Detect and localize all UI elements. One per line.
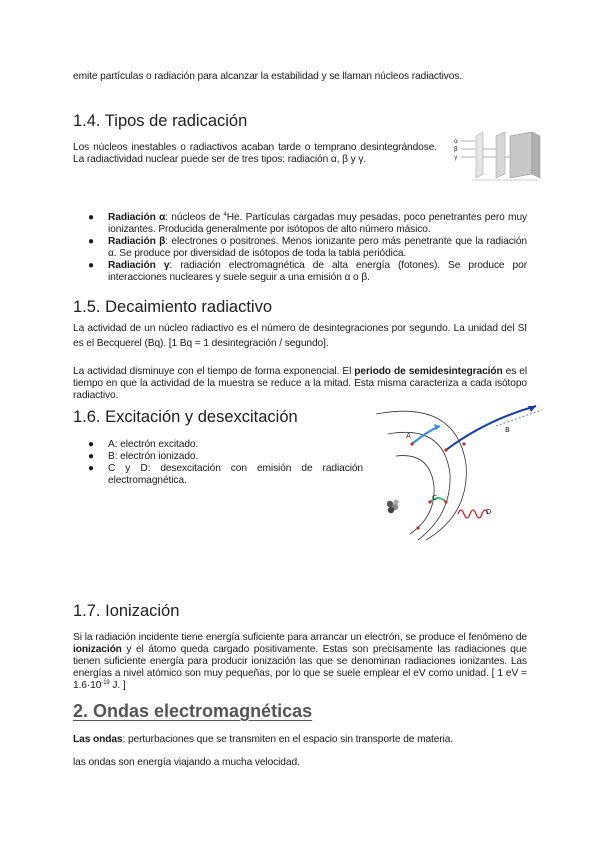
electron: [410, 442, 413, 445]
list-item: [88, 439, 363, 451]
bullet: ●: [88, 451, 94, 462]
section-1-5-paragraph-1: La actividad de un núcleo radiactivo es el número de desintegraciones por segundo. La unidad del SI es el Becquerel (Bq). [1 Bq = 1 desintegración / segundo].: [73, 323, 527, 349]
para-text-rest: y el átomo queda cargado positivamente. Estas son precisamente las radiaciones que tienen suficiente energía para producir ionización las que se denominan radiaciones ionizantes. Las energías a nivel atómico son muy pequeñas, por lo que se suele emplear el eV como unidad. [ 1 eV = 1.6·10: [73, 644, 527, 691]
para-text-rest: es el tiempo en que la actividad de la muestra se reduce a la mitad. Esta misma caracteriza a cada isótopo radiactivo.: [73, 366, 527, 401]
item-text: A: electrón excitado.: [108, 439, 199, 450]
list-item: [88, 463, 363, 487]
section-1-5-paragraph-2: [73, 366, 527, 402]
bullet: ●: [88, 439, 94, 450]
waves-definition: [73, 734, 527, 746]
list-item: [88, 260, 527, 284]
item-text: B: electrón ionizado.: [108, 451, 199, 462]
electron: [416, 526, 419, 529]
section-1-6-title: 1.6. Excitación y desexcitación: [73, 408, 298, 426]
radiation-types-list: [88, 212, 528, 284]
item-text: : radiación electromagnética de alta energía (fotones). Se produce por interacciones nucleares y suele seguir a una emisión α o β.: [108, 260, 527, 283]
list-item: [88, 236, 528, 260]
para-bold: ionización: [73, 644, 122, 655]
definition-text: : perturbaciones que se transmiten en el espacio sin transporte de materia.: [122, 734, 454, 745]
electron: [444, 500, 447, 503]
para-sup: -19: [101, 680, 110, 686]
waves-energy-line: las ondas son energía viajando a mucha velocidad.: [73, 757, 300, 768]
lead-block-side: [532, 132, 540, 178]
label-alpha: α: [454, 138, 458, 145]
item-text: C y D: desexcitación con emisión de radiación electromagnética.: [108, 463, 363, 486]
chapter-2-title: 2. Ondas electromagnéticas: [73, 701, 313, 721]
intro-line: emite partículas o radiación para alcanzar la estabilidad y se llaman núcleos radiactivos.: [73, 71, 463, 82]
atom-excitation-diagram: [366, 404, 544, 540]
photon-wave-d: [458, 510, 488, 518]
para-text: La actividad disminuye con el tiempo de forma exponencial. El: [73, 366, 355, 377]
electron: [462, 442, 465, 445]
list-item: [88, 451, 363, 463]
radiation-penetration-figure: [452, 130, 544, 184]
aluminium-sheet: [496, 132, 505, 178]
item-text: : núcleos de: [165, 212, 224, 223]
paper-sheet: [476, 132, 483, 178]
label-c: C: [432, 494, 437, 502]
electron-dots: [410, 442, 465, 529]
nucleus: [387, 499, 399, 513]
bullet: ●: [88, 260, 94, 271]
para-text-end: J. ]: [109, 680, 126, 691]
section-1-7-paragraph: [73, 632, 527, 692]
item-text: : electrones o positrones. Menos ionizante pero más penetrante que la radiación α. Se produce por diversidad de isótopos de toda la tabla periódica.: [108, 236, 528, 259]
orbit-middle: [388, 432, 450, 540]
electron: [444, 448, 447, 451]
para-bold: periodo de semidesintegración: [354, 366, 503, 377]
section-1-5-title: 1.5. Decaimiento radiactivo: [73, 298, 273, 316]
orbit-outer: [376, 411, 466, 540]
label-a: A: [406, 432, 411, 440]
para-text: Si la radiación incidente tiene energía suficiente para arrancar un electrón, se produce el fenómeno de: [73, 632, 527, 643]
definition-term: Las ondas: [73, 734, 123, 745]
item-bold: Radiación α: [108, 212, 166, 223]
electron-orbits: [376, 411, 466, 540]
excitation-list: [88, 439, 363, 487]
label-d: D: [486, 508, 492, 516]
bullet: ●: [88, 463, 94, 474]
item-sup: 4: [223, 212, 227, 218]
item-bold: Radiación γ: [108, 260, 170, 271]
penetration-labels: [454, 138, 458, 161]
section-1-4-paragraph: Los núcleos inestables o radiactivos acaban tarde o temprano desintegrándose. La radiactividad nuclear puede ser de tres tipos: radiación α, β y γ.: [73, 142, 437, 165]
bullet: ●: [88, 236, 94, 247]
arrow-b: [446, 406, 536, 450]
section-1-7-title: 1.7. Ionización: [73, 602, 180, 620]
item-text-rest: He. Partículas cargadas muy pesadas, poco penetrantes pero muy ionizantes. Producida generalmente por isótopos de alto número másico.: [108, 212, 527, 235]
label-gamma: γ: [454, 154, 458, 161]
section-1-4-title: 1.4. Tipos de radicación: [73, 112, 248, 130]
label-beta: β: [454, 146, 458, 153]
orbit-inner: [396, 456, 434, 534]
lead-block: [510, 132, 532, 178]
list-item: [88, 212, 527, 236]
item-bold: Radiación β: [108, 236, 166, 247]
label-b: B: [505, 426, 510, 434]
bullet: ●: [88, 212, 94, 223]
